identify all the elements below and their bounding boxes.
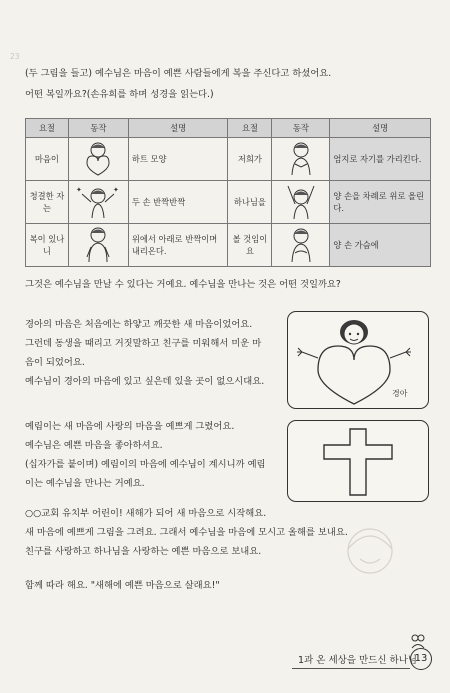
paragraph-4-line-3: 친구를 사랑하고 하나님을 사랑하는 예쁜 마음으로 보내요. [25,546,262,557]
paragraph-5: 함께 따라 해요. "새해에 예쁜 마음으로 살래요!" [25,580,220,591]
hands-on-chest-illustration [272,224,330,267]
header-motion: 동작 [272,119,330,138]
paragraph-2-line-3: 음이 되었어요. [25,357,85,368]
svg-text:✦: ✦ [76,186,83,194]
heart-motion-illustration [68,138,128,181]
header-description: 설명 [330,119,431,138]
verse-cell: 저희가 [228,138,272,181]
description-cell: 하트 모양 [128,138,228,181]
faded-illustration [330,515,410,605]
hand-motion-table [25,118,431,267]
header-verse: 요절 [26,119,69,138]
verse-cell: 청결한 자는 [26,181,69,224]
paragraph-2-line-4: 예수님이 경아의 마음에 있고 싶은데 있을 곳이 없으시대요. [25,376,265,387]
mascot-icon [407,630,429,650]
header-motion: 동작 [68,119,128,138]
page-number: 13 [410,648,432,670]
paragraph-2-line-2: 그런데 동생을 때리고 거짓말하고 친구를 미워해서 미운 마 [25,338,262,349]
heart-girl-figure [287,311,429,409]
header-description: 설명 [128,119,228,138]
footer-divider [292,668,410,669]
table-header-row [26,119,431,138]
description-cell: 양 손 가슴에 [330,224,431,267]
paragraph-3-line-3: (십자가를 붙이며) 예림이의 마음에 예수님이 계시니까 예림 [25,459,266,470]
paragraph-3-line-4: 이는 예수님을 만나는 거예요. [25,478,145,489]
svg-text:✦: ✦ [113,186,120,194]
verse-cell: 볼 것임이요 [228,224,272,267]
hands-raised-illustration [272,181,330,224]
intro-line-1: (두 그림을 들고) 예수님은 마음이 예쁜 사람들에게 복을 주신다고 하셨어요. [25,68,332,79]
description-cell: 두 손 반짝반짝 [128,181,228,224]
bleed-through-text: 23 [10,52,20,61]
paragraph-1: 그것은 예수님을 만날 수 있다는 거예요. 예수님을 만나는 것은 어떤 것일까요? [25,279,341,290]
table-row [26,224,431,267]
chapter-footer: 1과 온 세상을 만드신 하나님 [298,655,418,666]
description-cell: 위에서 아래로 반짝이며 내리온다. [128,224,228,267]
paragraph-2-line-1: 경아의 마음은 처음에는 하얗고 깨끗한 새 마음이었어요. [25,319,253,330]
verse-cell: 하나님을 [228,181,272,224]
sparkle-hands-illustration [68,181,128,224]
table-row [26,181,431,224]
hands-down-illustration [68,224,128,267]
description-cell: 양 손을 차례로 위로 올린다. [330,181,431,224]
figure-label: 경아 [392,389,408,398]
verse-cell: 복이 있나니 [26,224,69,267]
cross-figure [287,420,429,502]
paragraph-3-line-2: 예수님은 예쁜 마음을 좋아하셔요. [25,440,163,451]
thumb-point-illustration [272,138,330,181]
verse-cell: 마음이 [26,138,69,181]
intro-line-2: 어떤 복일까요?(손유희를 하며 성경을 읽는다.) [25,89,214,100]
description-cell: 엄지로 자기를 가리킨다. [330,138,431,181]
header-verse: 요절 [228,119,272,138]
paragraph-3-line-1: 예림이는 새 마음에 사랑의 마음을 예쁘게 그렸어요. [25,421,235,432]
paragraph-4-line-1: ○○교회 유치부 어린이! 새해가 되어 새 마음으로 시작해요. [25,508,267,519]
paragraph-4-line-2: 새 마음에 예쁘게 그림을 그려요. 그래서 예수님을 마음에 모시고 올해를 보내요. [25,527,348,538]
table-row [26,138,431,181]
